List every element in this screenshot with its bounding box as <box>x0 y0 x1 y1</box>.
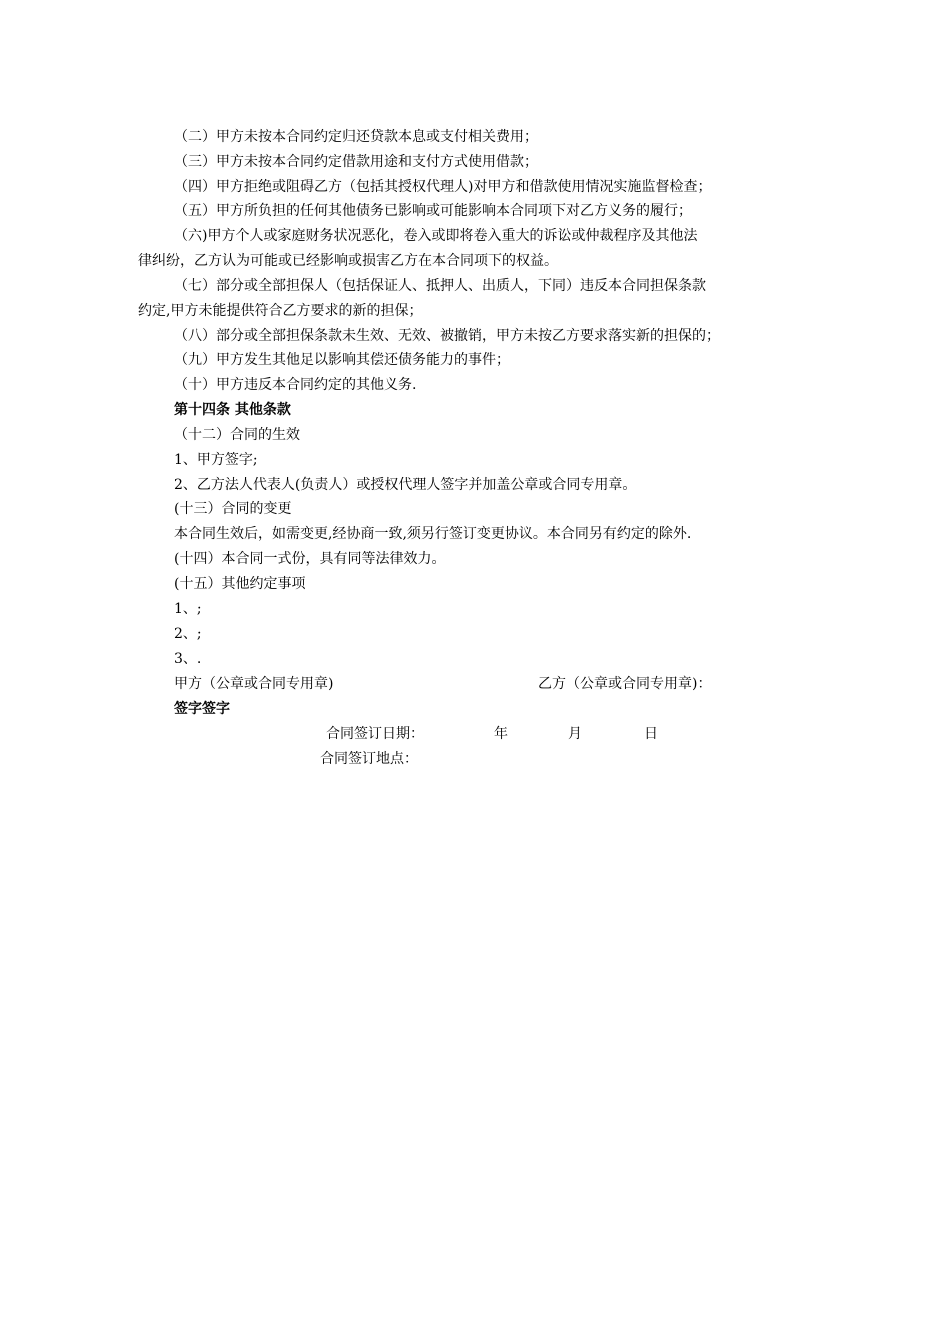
clause-2: （二）甲方未按本合同约定归还贷款本息或支付相关费用； <box>174 129 538 145</box>
clause-7-line2: 约定,甲方未能提供符合乙方要求的新的担保； <box>138 303 423 319</box>
clause-9: （九）甲方发生其他足以影响其偿还债务能力的事件； <box>174 352 510 368</box>
party-b-seal-label: 乙方（公章或合同专用章)： <box>538 676 712 692</box>
clause-8: （八）部分或全部担保条款未生效、无效、被撤销，甲方未按乙方要求落实新的担保的； <box>174 328 720 344</box>
other-title: (十五）其他约定事项 <box>174 576 306 592</box>
effect-item-1: 1、甲方签字; <box>174 452 258 468</box>
other-item-2: 2、; <box>174 626 202 642</box>
copies-clause: (十四）本合同一式份，具有同等法律效力。 <box>174 551 446 567</box>
clause-7-line1: （七）部分或全部担保人（包括保证人、抵押人、出质人，下同）违反本合同担保条款 <box>174 278 706 294</box>
change-title: (十三）合同的变更 <box>174 501 292 517</box>
clause-10: （十）甲方违反本合同约定的其他义务. <box>174 377 417 393</box>
clause-6-line1: （六)甲方个人或家庭财务状况恶化，卷入或即将卷入重大的诉讼或仲裁程序及其他法 <box>174 228 698 244</box>
clause-3: （三）甲方未按本合同约定借款用途和支付方式使用借款； <box>174 154 538 170</box>
clause-5: （五）甲方所负担的任何其他债务已影响或可能影响本合同项下对乙方义务的履行； <box>174 203 692 219</box>
clause-6-line2: 律纠纷，乙方认为可能或已经影响或损害乙方在本合同项下的权益。 <box>138 253 558 269</box>
place-label: 合同签订地点： <box>320 751 418 767</box>
article-14-heading: 第十四条 其他条款 <box>174 402 291 418</box>
date-day: 日 <box>644 726 658 742</box>
signature-label: 签字签字 <box>174 701 230 717</box>
effect-item-2: 2、乙方法人代表人(负责人）或授权代理人签字并加盖公章或合同专用章。 <box>174 477 637 493</box>
effect-title: （十二）合同的生效 <box>174 427 300 443</box>
date-month: 月 <box>568 726 582 742</box>
change-text: 本合同生效后，如需变更,经协商一致,须另行签订变更协议。本合同另有约定的除外. <box>174 526 692 542</box>
date-label: 合同签订日期： <box>326 726 424 742</box>
other-item-3: 3、. <box>174 651 202 667</box>
party-a-seal-label: 甲方（公章或合同专用章) <box>174 676 334 692</box>
date-year: 年 <box>494 726 508 742</box>
clause-4: （四）甲方拒绝或阻碍乙方（包括其授权代理人)对甲方和借款使用情况实施监督检查； <box>174 179 712 195</box>
other-item-1: 1、; <box>174 601 202 617</box>
